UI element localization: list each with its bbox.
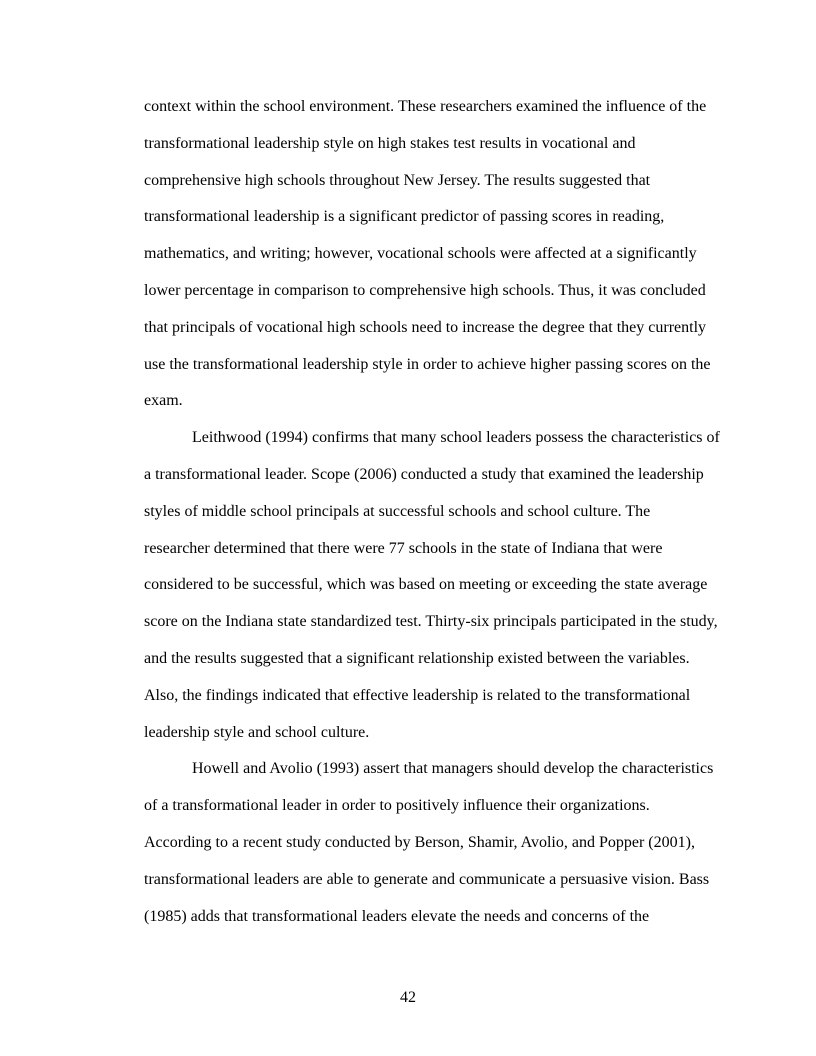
text-line: Also, the findings indicated that effective leadership is related to the transformational bbox=[144, 686, 691, 704]
text-line: researcher determined that there were 77 schools in the state of Indiana that were bbox=[144, 539, 663, 557]
text-line: and the results suggested that a significant relationship existed between the variables. bbox=[144, 649, 690, 667]
text-line: of a transformational leader in order to positively influence their organizations. bbox=[144, 797, 650, 815]
text-line: considered to be successful, which was based on meeting or exceeding the state average bbox=[144, 576, 708, 594]
text-line: (1985) adds that transformational leaders elevate the needs and concerns of the bbox=[144, 907, 650, 925]
text-line: context within the school environment. These researchers examined the influence of the bbox=[144, 98, 707, 115]
text-line: transformational leadership is a significant predictor of passing scores in reading, bbox=[144, 208, 665, 226]
text-line: leadership style and school culture. bbox=[144, 723, 370, 741]
text-line: transformational leaders are able to generate and communicate a persuasive vision. Bass bbox=[144, 870, 710, 888]
text-line: styles of middle school principals at successful schools and school culture. The bbox=[144, 502, 651, 520]
paragraph-start-line: Howell and Avolio (1993) assert that managers should develop the characteristics bbox=[192, 760, 714, 778]
text-line: mathematics, and writing; however, vocational schools were affected at a significantly bbox=[144, 245, 697, 263]
page-number: 42 bbox=[400, 989, 416, 1006]
body-text bbox=[144, 89, 724, 935]
text-line: that principals of vocational high schools need to increase the degree that they currently bbox=[144, 318, 707, 336]
text-line: comprehensive high schools throughout New Jersey. The results suggested that bbox=[144, 171, 651, 189]
text-line: According to a recent study conducted by Berson, Shamir, Avolio, and Popper (2001), bbox=[144, 833, 695, 851]
text-line: lower percentage in comparison to comprehensive high schools. Thus, it was concluded bbox=[144, 281, 706, 299]
text-line: a transformational leader. Scope (2006) conducted a study that examined the leadership bbox=[144, 465, 704, 483]
paragraph-start-line: Leithwood (1994) confirms that many school leaders possess the characteristics of bbox=[192, 429, 720, 447]
text-line: use the transformational leadership style in order to achieve higher passing scores on the bbox=[144, 355, 711, 373]
text-line: exam. bbox=[144, 392, 183, 410]
text-line: score on the Indiana state standardized test. Thirty-six principals participated in the study, bbox=[144, 613, 718, 631]
text-line: transformational leadership style on high stakes test results in vocational and bbox=[144, 134, 636, 152]
